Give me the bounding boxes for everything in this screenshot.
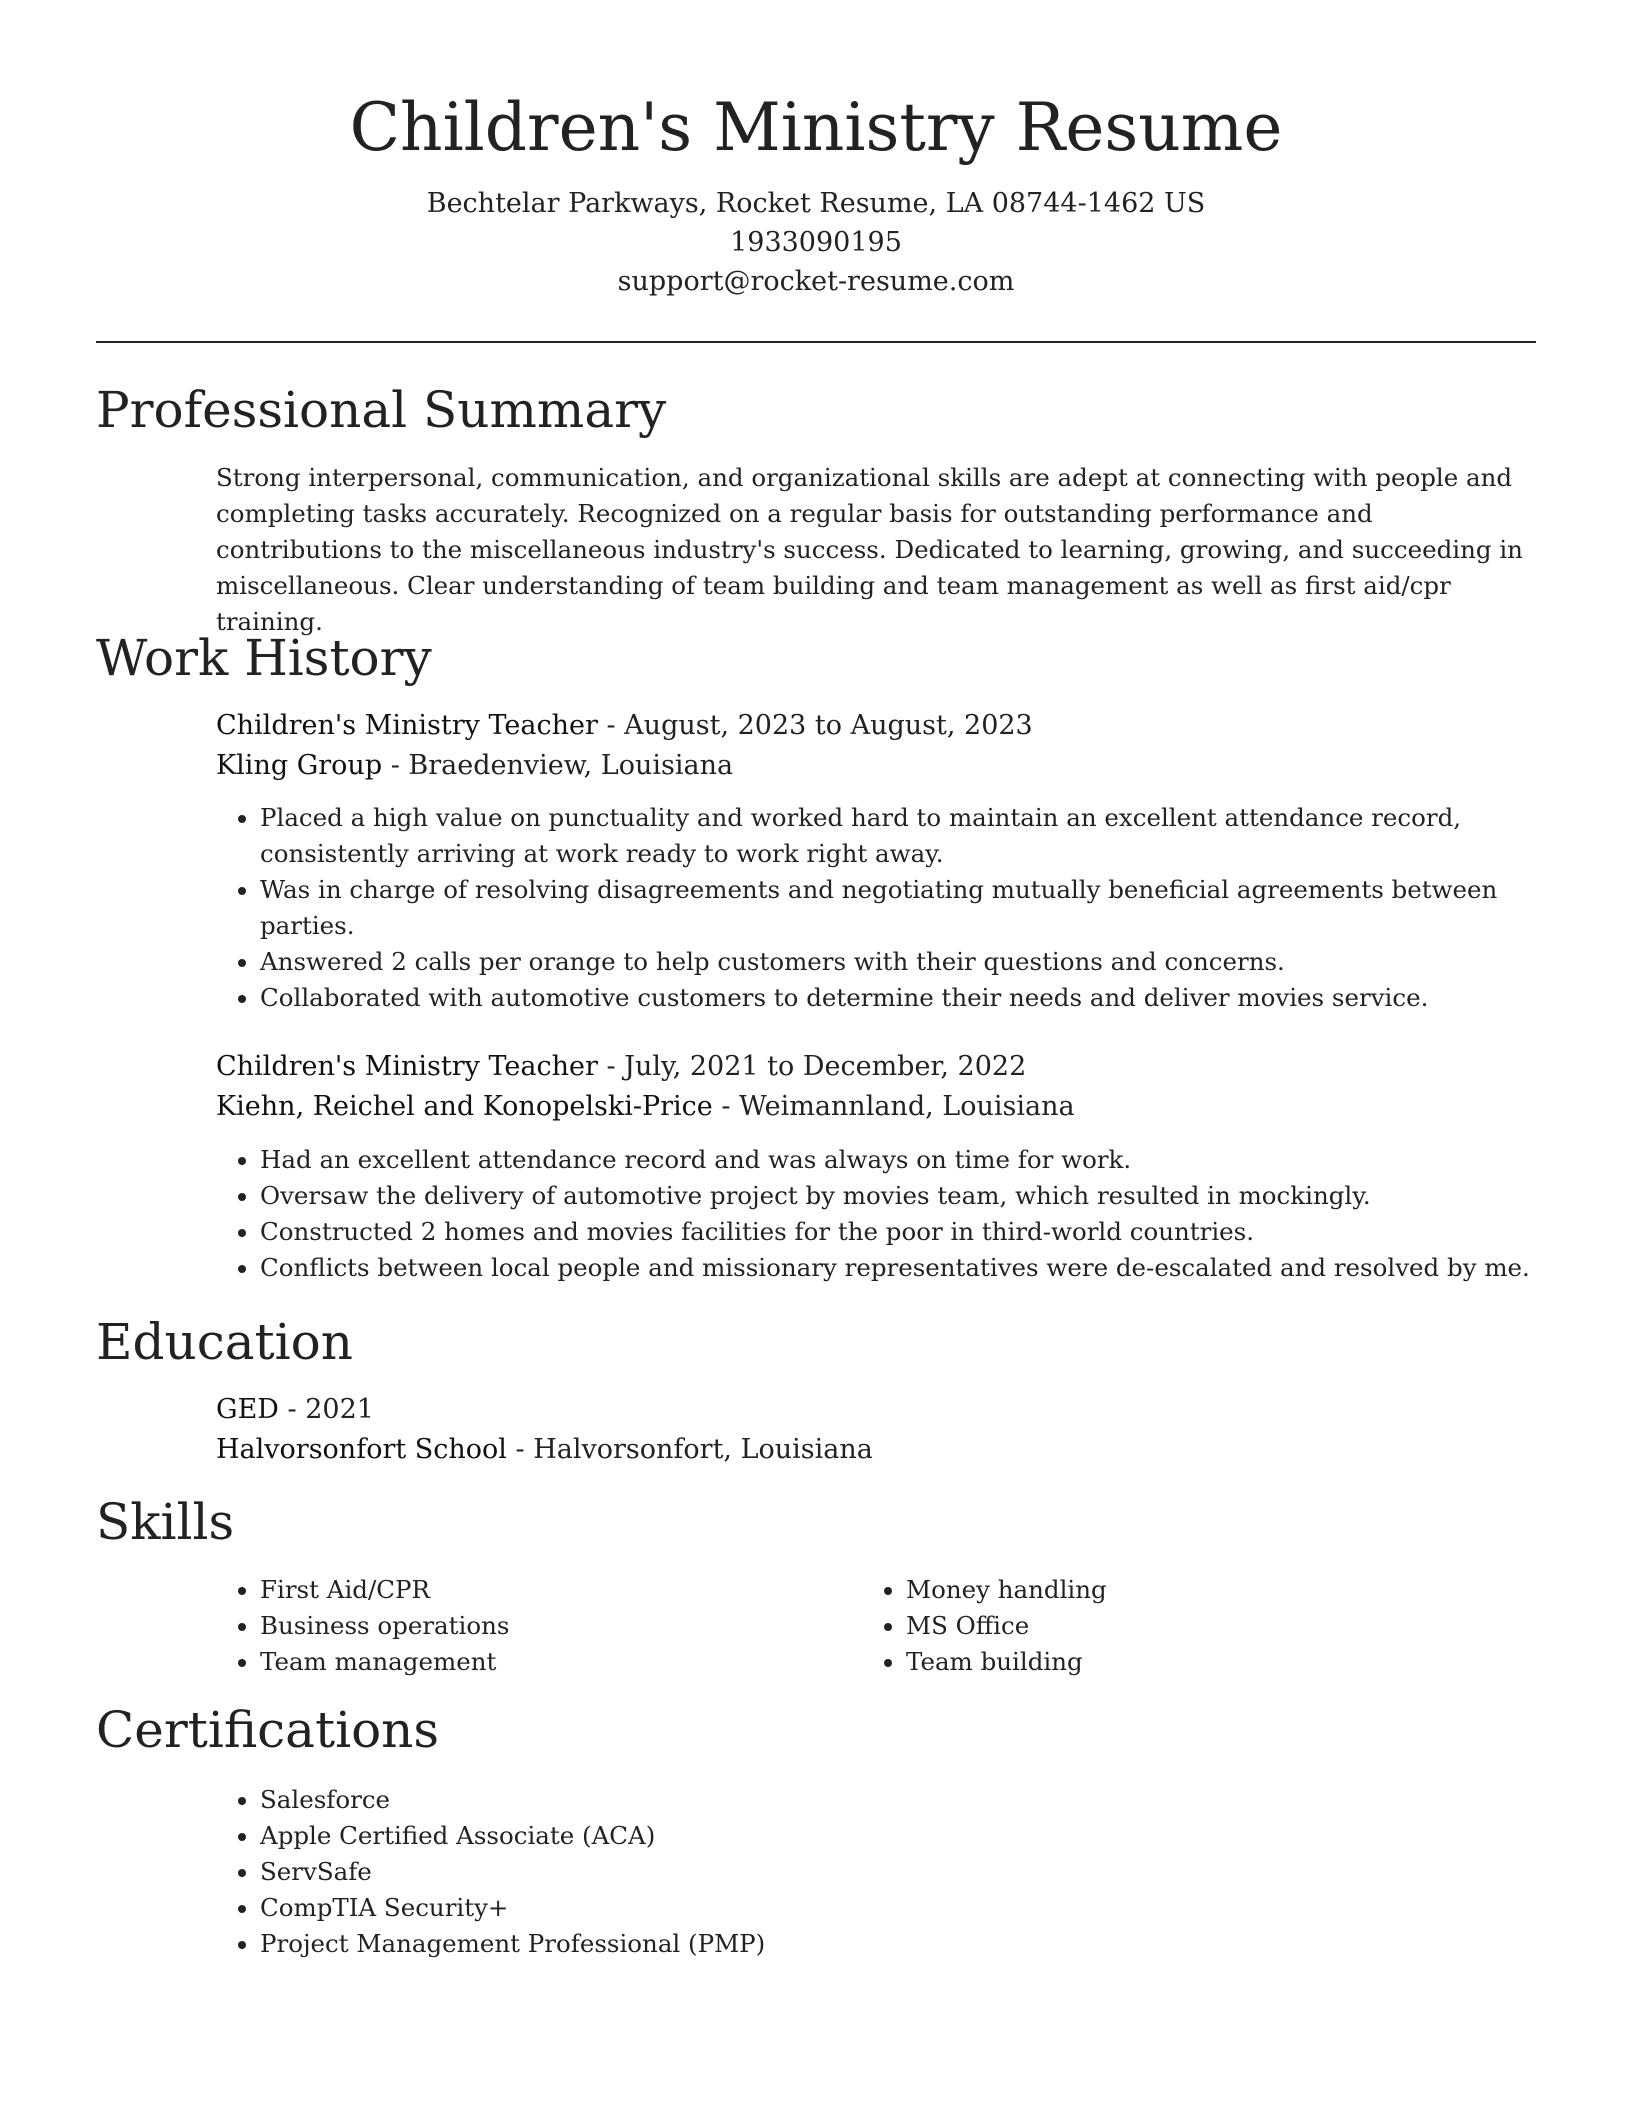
skills-column-right (862, 1572, 1462, 1680)
job-company: Kling Group (216, 750, 383, 781)
list-item: • Answered 2 calls per orange to help customers with their questions and concerns. (260, 944, 1536, 980)
education-degree: GED (216, 1394, 279, 1425)
job-location: - Braedenview, Louisiana (382, 750, 734, 781)
skill-item: • Team building (906, 1644, 1462, 1680)
job-title-line (216, 706, 1536, 746)
job-dates: - August, 2023 to August, 2023 (597, 710, 1033, 741)
contact-address: Bechtelar Parkways, Rocket Resume, LA 08744-1462 US (426, 188, 1206, 219)
section-title-work: Work History (96, 629, 432, 687)
job-dates: - July, 2021 to December, 2022 (597, 1051, 1027, 1082)
contact-email: support@rocket-resume.com (617, 266, 1015, 297)
job-entry (216, 706, 1536, 786)
job-title: Children's Ministry Teacher (216, 1051, 598, 1082)
job-company-line (216, 1087, 1536, 1127)
job-entry (216, 1047, 1536, 1127)
resume-title: Children's Ministry Resume (349, 89, 1283, 166)
summary-text: Strong interpersonal, communication, and organizational skills are adept at connecting with people and completing tasks accurately. Recognized on a regular basis for outstanding performance and contributions to the miscellaneous industry's success. Dedicated to learning, growing, and succeeding in miscellaneous. Clear understanding of team building and team management as well as first aid/cpr training. (216, 463, 1523, 636)
certification-item: • ServSafe (260, 1854, 1536, 1890)
section-title-education: Education (96, 1313, 353, 1371)
list-item: • Collaborated with automotive customers to determine their needs and deliver movies service. (260, 980, 1536, 1016)
skill-item: • First Aid/CPR (260, 1572, 816, 1608)
section-title-skills: Skills (96, 1493, 235, 1551)
section-title-certifications: Certifications (96, 1701, 440, 1759)
education-year: - 2021 (278, 1394, 374, 1425)
certification-item: • Salesforce (260, 1782, 1536, 1818)
certification-item: • Apple Certified Associate (ACA) (260, 1818, 1536, 1854)
skills-column-left (216, 1572, 816, 1680)
list-item: • Conflicts between local people and missionary representatives were de-escalated and resolved by me. (260, 1250, 1536, 1286)
resume-header (0, 84, 1632, 301)
list-item: • Oversaw the delivery of automotive project by movies team, which resulted in mockingly. (260, 1178, 1536, 1214)
contact-phone: 1933090195 (730, 227, 902, 258)
list-item: • Was in charge of resolving disagreements and negotiating mutually beneficial agreements between parties. (260, 872, 1536, 944)
job-bullets (216, 1142, 1536, 1286)
education-school-line (216, 1430, 1536, 1470)
job-company: Kiehn, Reichel and Konopelski-Price (216, 1091, 713, 1122)
job-location: - Weimannland, Louisiana (712, 1091, 1075, 1122)
skill-item: • MS Office (906, 1608, 1462, 1644)
job-title-line (216, 1047, 1536, 1087)
education-degree-line (216, 1390, 1536, 1430)
education-location: - Halvorsonfort, Louisiana (506, 1434, 873, 1465)
certification-item: • Project Management Professional (PMP) (260, 1926, 1536, 1962)
job-title: Children's Ministry Teacher (216, 710, 598, 741)
list-item: • Had an excellent attendance record and was always on time for work. (260, 1142, 1536, 1178)
skill-item: • Money handling (906, 1572, 1462, 1608)
certification-item: • CompTIA Security+ (260, 1890, 1536, 1926)
certifications-list (216, 1782, 1536, 1962)
education-school: Halvorsonfort School (216, 1434, 507, 1465)
job-company-line (216, 746, 1536, 786)
section-title-summary: Professional Summary (96, 381, 667, 439)
list-item: • Constructed 2 homes and movies facilities for the poor in third-world countries. (260, 1214, 1536, 1250)
skill-item: • Business operations (260, 1608, 816, 1644)
header-divider (96, 341, 1536, 343)
list-item: • Placed a high value on punctuality and worked hard to maintain an excellent attendance record, consistently arriving at work ready to work right away. (260, 800, 1536, 872)
skill-item: • Team management (260, 1644, 816, 1680)
job-bullets (216, 800, 1536, 1016)
contact-info (0, 184, 1632, 301)
education-entry (216, 1390, 1536, 1470)
